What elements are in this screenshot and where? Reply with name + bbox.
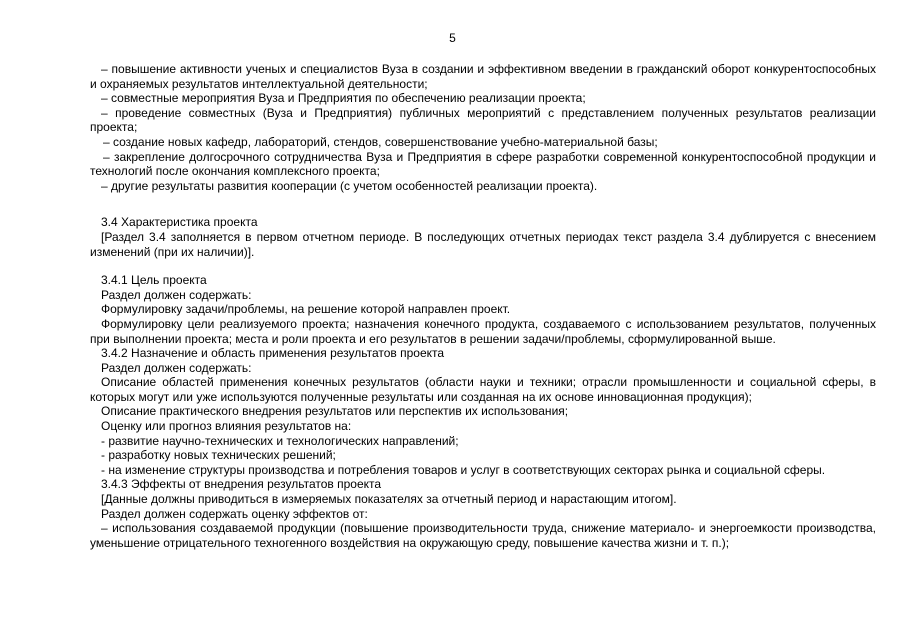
list-item: – проведение совместных (Вуза и Предприятия) публичных мероприятий с представлением полученных результатов реализации проекта; <box>90 105 876 135</box>
list-item: - на изменение структуры производства и потребления товаров и услуг в соответствующих секторах рынка и социальной сферы. <box>101 462 826 477</box>
document-body <box>90 62 876 550</box>
section-note: [Раздел 3.4 заполняется в первом отчетном периоде. В последующих отчетных периодах текст раздела 3.4 дублируется с внесением изменений (при их наличии)]. <box>90 229 876 259</box>
paragraph: Формулировку цели реализуемого проекта; назначения конечного продукта, создаваемого с использованием результатов, полученных при выполнении проекта; места и роли проекта и его результатов в решении задачи/проблемы, сформулированной выше. <box>90 316 876 346</box>
section-heading: 3.4 Характеристика проекта <box>101 215 258 230</box>
paragraph: Описание областей применения конечных результатов (области науки и техники; отрасли промышленности и социальной сферы, в которых могут или уже используются полученные результаты или созданная на их основе инновационная продукция); <box>90 375 876 404</box>
paragraph: Раздел должен содержать: <box>101 287 252 302</box>
section-note: [Данные должны приводиться в измеряемых показателях за отчетный период и нарастающим итогом]. <box>101 492 677 507</box>
section-heading: 3.4.2 Назначение и область применения результатов проекта <box>101 346 445 361</box>
list-item: – создание новых кафедр, лабораторий, стендов, совершенствование учебно-материальной базы; <box>103 134 658 149</box>
section-heading: 3.4.3 Эффекты от внедрения результатов проекта <box>101 477 382 492</box>
list-item: - развитие научно-технических и технологических направлений; <box>101 433 459 448</box>
paragraph: Раздел должен содержать оценку эффектов от: <box>101 506 368 521</box>
list-item: – совместные мероприятия Вуза и Предприятия по обеспечению реализации проекта; <box>101 91 586 106</box>
paragraph: Оценку или прогноз влияния результатов на: <box>101 419 352 434</box>
section-heading: 3.4.1 Цель проекта <box>101 273 207 288</box>
list-item: – использования создаваемой продукции (повышение производительности труда, снижение материало- и энергоемкости производства, уменьшение отрицательного техногенного воздействия на окружающую среду, повышение качества жизни и т. п.); <box>90 521 876 550</box>
list-item: – повышение активности ученых и специалистов Вуза в создании и эффективном введении в гражданский оборот конкурентоспособных и охраняемых результатов интеллектуальной деятельности; <box>90 62 876 91</box>
paragraph: Описание практического внедрения результатов или перспектив их использования; <box>101 404 569 419</box>
list-item: – закрепление долгосрочного сотрудничества Вуза и Предприятия в сфере разработки современной конкурентоспособной продукции и технологий после окончания комплексного проекта; <box>90 149 876 179</box>
page-number: 5 <box>449 31 456 45</box>
spacer <box>90 193 876 215</box>
list-item: – другие результаты развития кооперации (с учетом особенностей реализации проекта). <box>101 178 598 193</box>
paragraph: Формулировку задачи/проблемы, на решение которой направлен проект. <box>101 302 511 317</box>
spacer <box>90 259 876 273</box>
list-item: - разработку новых технических решений; <box>101 448 336 463</box>
paragraph: Раздел должен содержать: <box>101 360 252 375</box>
